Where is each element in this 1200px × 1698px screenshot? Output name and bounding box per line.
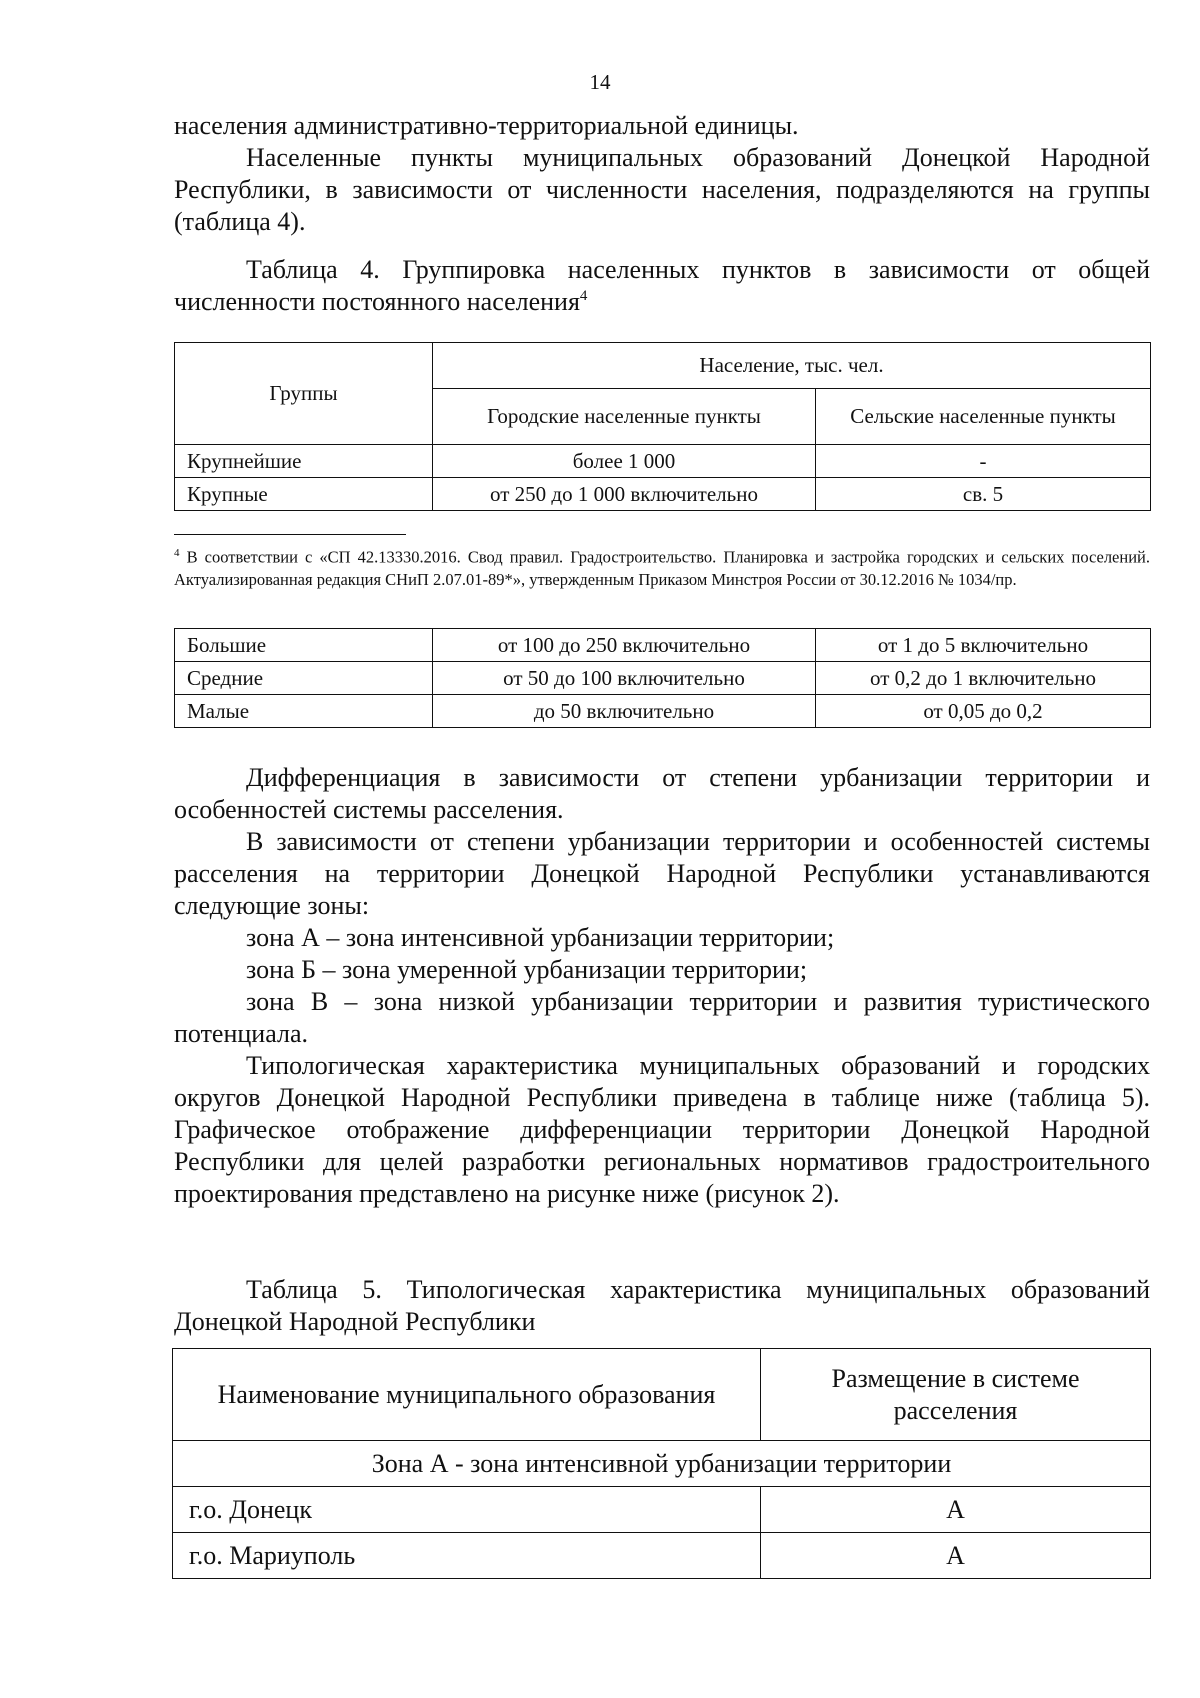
table4-header-groups: Группы — [175, 343, 433, 445]
table-row — [173, 1487, 1151, 1533]
table-cell-rural: св. 5 — [816, 478, 1151, 511]
table-cell-urban: от 100 до 250 включительно — [433, 629, 816, 662]
table4-footnote-mark: 4 — [579, 288, 588, 304]
table-cell-urban: более 1 000 — [433, 445, 816, 478]
table4-header-rural: Сельские населенные пункты — [816, 389, 1151, 445]
zone-a-item: зона А – зона интенсивной урбанизации территории; — [246, 923, 835, 952]
table-cell-rural: от 0,05 до 0,2 — [816, 695, 1151, 728]
table-cell-urban: от 50 до 100 включительно — [433, 662, 816, 695]
table4-part2 — [174, 628, 1151, 728]
table-cell-group: Большие — [175, 629, 433, 662]
table-cell-name: г.о. Донецк — [173, 1487, 761, 1533]
page-number: 14 — [589, 70, 611, 94]
table4-part1 — [174, 342, 1151, 511]
table-row — [175, 629, 1151, 662]
table-cell-placement: А — [761, 1487, 1151, 1533]
zone-b-item: зона Б – зона умеренной урбанизации территории; — [246, 955, 808, 984]
paragraph-settlements: Населенные пункты муниципальных образований Донецкой Народной Республики, в зависимости от численности населения, подразделяются на группы (таблица 4). — [174, 143, 1150, 236]
table-row — [175, 662, 1151, 695]
table-cell-group: Малые — [175, 695, 433, 728]
table-cell-placement: А — [761, 1533, 1151, 1579]
table-row — [175, 478, 1151, 511]
table-cell-group: Крупнейшие — [175, 445, 433, 478]
table-cell-rural: - — [816, 445, 1151, 478]
paragraph-typology: Типологическая характеристика муниципальных образований и городских округов Донецкой Народной Республики приведена в таблице ниже (таблица 5). Графическое отображение дифференциации территории Донецкой Народной Республики для целей разработки региональных нормативов градостроительного проектирования представлено на рисунке ниже (рисунок 2). — [174, 1051, 1150, 1208]
table4-header-population: Население, тыс. чел. — [433, 343, 1151, 389]
table4-header-urban: Городские населенные пункты — [433, 389, 816, 445]
paragraph-zones-intro: В зависимости от степени урбанизации территории и особенностей системы расселения на территории Донецкой Народной Республики устанавливаются следующие зоны: — [174, 827, 1150, 920]
table-row — [173, 1533, 1151, 1579]
table-row — [175, 445, 1151, 478]
table5-header-name: Наименование муниципального образования — [173, 1349, 761, 1441]
table5 — [172, 1348, 1151, 1579]
zone-v-item: зона В – зона низкой урбанизации территории и развития туристического потенциала. — [174, 987, 1150, 1048]
table-cell-urban: от 250 до 1 000 включительно — [433, 478, 816, 511]
paragraph-continuation: населения административно-территориальной единицы. — [174, 111, 799, 140]
footnote-separator — [174, 534, 406, 535]
table-cell-urban: до 50 включительно — [433, 695, 816, 728]
table-cell-group: Средние — [175, 662, 433, 695]
table-cell-group: Крупные — [175, 478, 433, 511]
footnote-text: В соответствии с «СП 42.13330.2016. Свод правил. Градостроительство. Планировка и застройка городских и сельских поселений. Актуализированная редакция СНиП 2.07.01-89*», утвержденным Приказом Минстроя России от 30.12.2016 № 1034/пр. — [174, 547, 1150, 589]
table-cell-name: г.о. Мариуполь — [173, 1533, 761, 1579]
table-cell-rural: от 0,2 до 1 включительно — [816, 662, 1151, 695]
table5-caption: Таблица 5. Типологическая характеристика муниципальных образований Донецкой Народной Республики — [174, 1275, 1150, 1336]
table5-zone-header: Зона А - зона интенсивной урбанизации территории — [173, 1441, 1151, 1487]
footnote — [174, 542, 1150, 591]
table5-header-placement: Размещение в системе расселения — [761, 1349, 1151, 1441]
table-row — [175, 695, 1151, 728]
paragraph-differentiation: Дифференциация в зависимости от степени урбанизации территории и особенностей системы расселения. — [174, 763, 1150, 824]
footnote-mark: 4 — [174, 547, 180, 559]
table4-caption-text: Таблица 4. Группировка населенных пунктов в зависимости от общей численности постоянного населения — [174, 255, 1150, 316]
table-cell-rural: от 1 до 5 включительно — [816, 629, 1151, 662]
table4-caption — [174, 254, 1150, 318]
